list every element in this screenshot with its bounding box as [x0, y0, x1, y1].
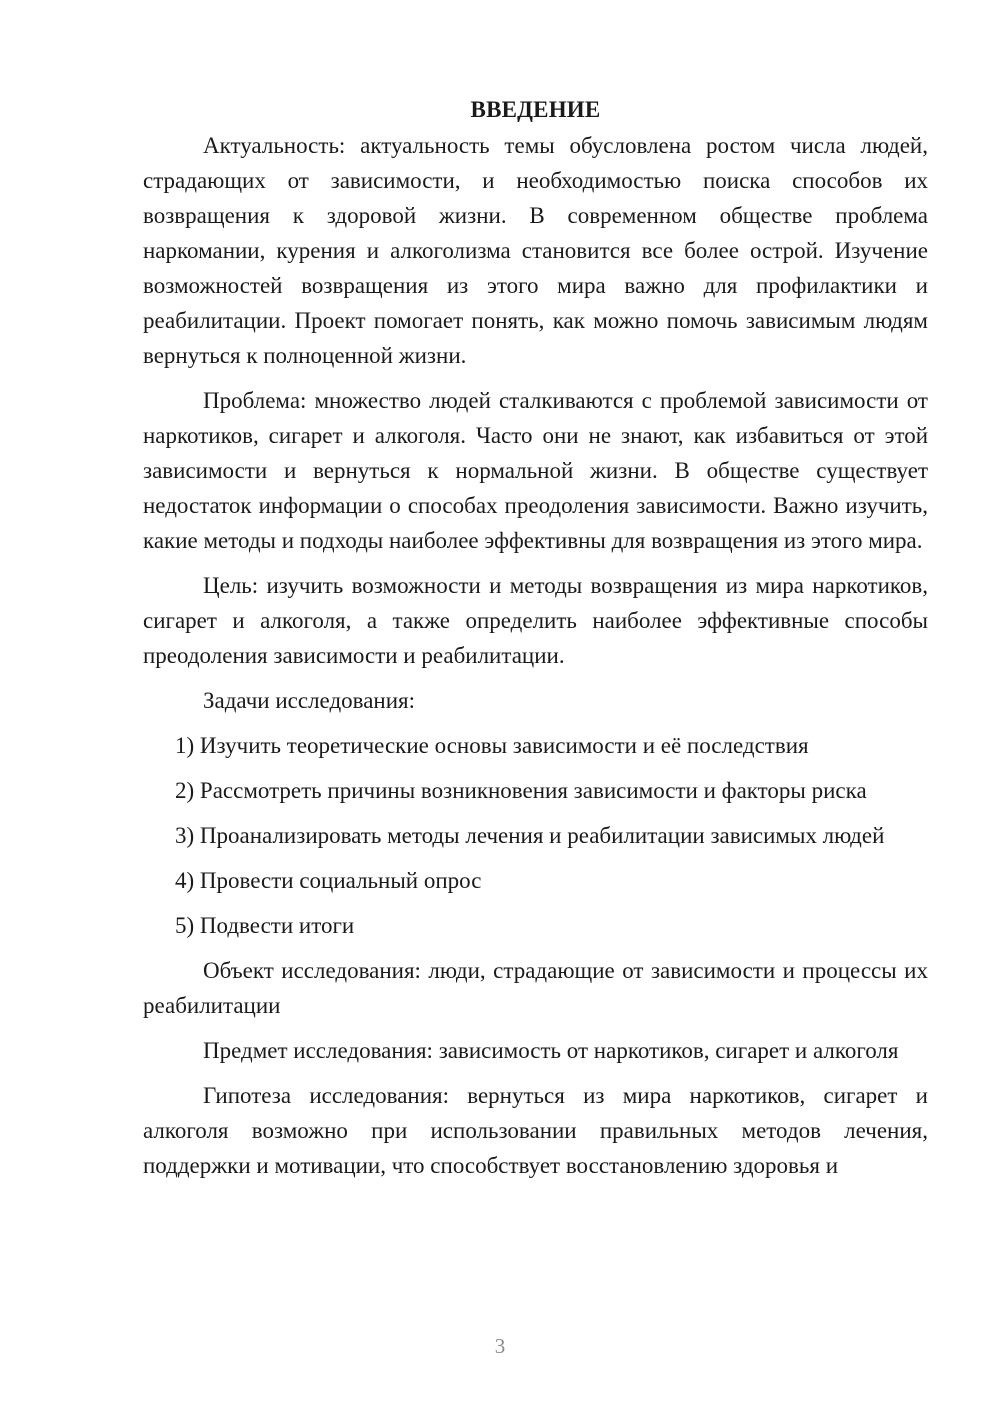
document-page: [143, 92, 928, 1193]
object-paragraph: Объект исследования: люди, страдающие от зависимости и процессы их реабилитации: [143, 958, 928, 1018]
task-item: 3) Проанализировать методы лечения и реабилитации зависимых людей: [175, 823, 885, 848]
task-item: 5) Подвести итоги: [175, 913, 355, 938]
page-number: 3: [494, 1334, 506, 1358]
problem-paragraph: Проблема: множество людей сталкиваются с проблемой зависимости от наркотиков, сигарет и алкоголя. Часто они не знают, как избавиться от этой зависимости и вернуться к нормальной жизни. В обществе существует недостаток информации о способах преодоления зависимости. Важно изучить, какие методы и подходы наиболее эффективны для возвращения из этого мира.: [143, 388, 928, 553]
task-item: 1) Изучить теоретические основы зависимости и её последствия: [175, 733, 809, 758]
task-item: 2) Рассмотреть причины возникновения зависимости и факторы риска: [175, 778, 867, 803]
subject-paragraph: Предмет исследования: зависимость от наркотиков, сигарет и алкоголя: [203, 1038, 899, 1063]
tasks-heading: Задачи исследования:: [203, 688, 416, 713]
goal-paragraph: Цель: изучить возможности и методы возвращения из мира наркотиков, сигарет и алкоголя, а также определить наиболее эффективные способы преодоления зависимости и реабилитации.: [143, 573, 928, 668]
section-title: ВВЕДЕНИЕ: [470, 97, 601, 122]
task-item: 4) Провести социальный опрос: [175, 868, 482, 893]
relevance-paragraph: Актуальность: актуальность темы обусловлена ростом числа людей, страдающих от зависимости, и необходимостью поиска способов их возвращения к здоровой жизни. В современном обществе проблема наркомании, курения и алкоголизма становится все более острой. Изучение возможностей возвращения из этого мира важно для профилактики и реабилитации. Проект помогает понять, как можно помочь зависимым людям вернуться к полноценной жизни.: [143, 133, 928, 368]
hypothesis-paragraph: Гипотеза исследования: вернуться из мира наркотиков, сигарет и алкоголя возможно при использовании правильных методов лечения, поддержки и мотивации, что способствует восстановлению здоровья и: [143, 1083, 928, 1178]
